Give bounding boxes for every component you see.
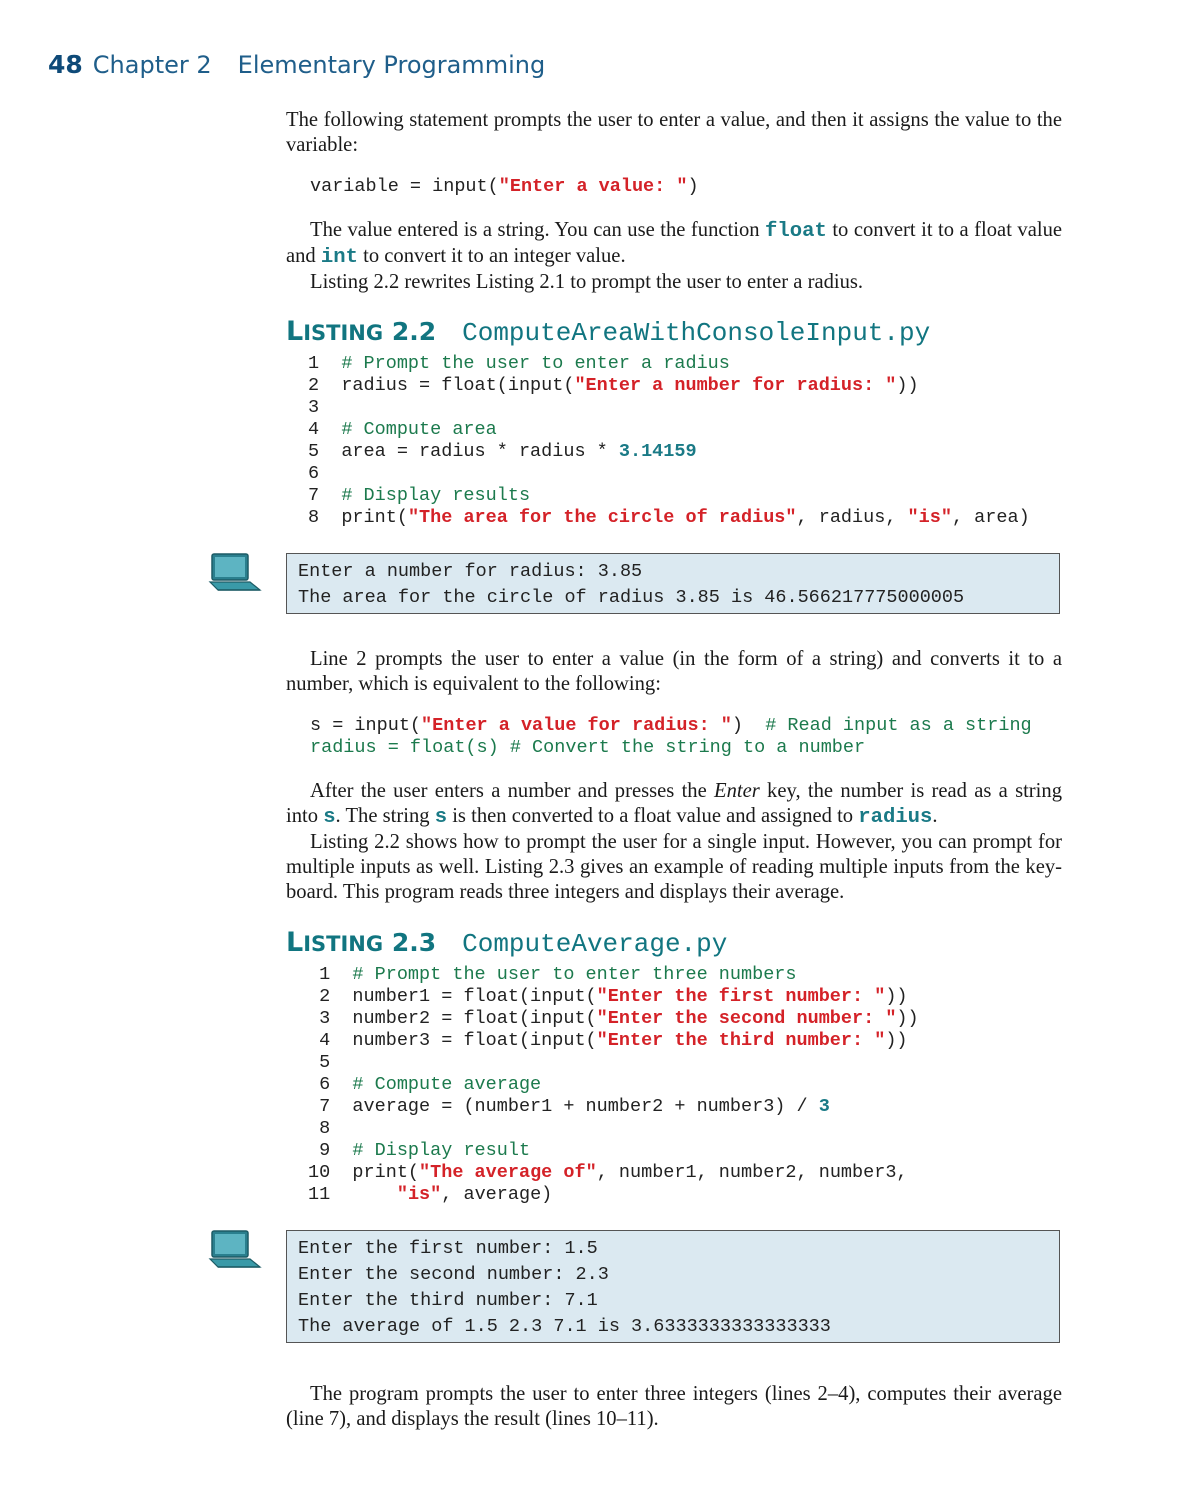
code-text [341, 463, 352, 484]
output-line: Enter a number for radius: 3.85 [298, 561, 643, 582]
line-number: 3 [308, 397, 320, 418]
code-comment: # Read input as a string [765, 715, 1032, 736]
code-text [352, 1184, 396, 1205]
code-string: "Enter a value for radius: " [421, 715, 732, 736]
code-line [308, 1118, 919, 1140]
paragraph-text: Listing 2.2 rewrites Listing 2.1 to prompt the user to enter a radius. [310, 271, 864, 293]
code-line [308, 964, 919, 986]
listing-label [286, 928, 436, 957]
listing-2-2-heading [286, 316, 930, 348]
code-line [308, 1096, 919, 1118]
code-text: variable = input( [310, 176, 499, 197]
code-text [341, 397, 352, 418]
paragraph-text [286, 218, 1062, 270]
code-text: radius = float(input( [341, 375, 575, 396]
code-text: , number1, number2, number3, [596, 1162, 908, 1183]
text-run: key, the number is read as a string into [286, 780, 1062, 827]
code-snippet-equivalent [310, 715, 1032, 759]
listing-label-initial: L [286, 927, 304, 958]
text-run: to convert it to a float value and [286, 219, 1063, 267]
paragraph-text: Line 2 prompts the user to enter a value (in the form of a string) and converts it to a number, which is equivalent to the following: [286, 648, 1062, 695]
code-gap [330, 1030, 352, 1051]
program-output-2-3 [286, 1230, 1060, 1343]
code-keyword-s: s [434, 806, 448, 829]
line-number: 6 [308, 463, 320, 484]
code-line [308, 1008, 919, 1030]
line-number: 8 [319, 1118, 331, 1139]
code-gap [319, 485, 341, 506]
code-text: )) [885, 1030, 908, 1051]
code-comment: # Prompt the user to enter three numbers [352, 964, 797, 985]
code-line [308, 1140, 919, 1162]
code-number: 3 [818, 1096, 830, 1117]
code-text: number3 = float(input( [352, 1030, 597, 1051]
code-text: ) [687, 176, 699, 197]
line-number: 7 [319, 1096, 331, 1117]
listing-filename: ComputeAverage.py [462, 929, 728, 959]
code-text: , radius, [796, 507, 908, 528]
code-gap [330, 1184, 352, 1205]
program-output-2-2 [286, 553, 1060, 614]
code-gap [319, 397, 341, 418]
code-comment: # Prompt the user to enter a radius [341, 353, 730, 374]
line-number: 10 [308, 1162, 331, 1183]
output-line: The area for the circle of radius 3.85 is 46.566217775000005 [298, 587, 965, 608]
text-emphasis: Enter [714, 780, 760, 802]
running-header [48, 50, 545, 79]
code-line [308, 375, 1030, 397]
code-gap [330, 1162, 352, 1183]
listing-filename: ComputeAreaWithConsoleInput.py [462, 318, 931, 348]
line-number: 1 [308, 353, 320, 374]
code-gap [330, 1074, 352, 1095]
code-gap [330, 964, 352, 985]
line-number: 9 [319, 1140, 331, 1161]
line-number: 1 [319, 964, 331, 985]
line-number: 7 [308, 485, 320, 506]
listing-label [286, 317, 436, 346]
code-line [308, 507, 1030, 529]
chapter-title: Elementary Programming [237, 51, 546, 79]
code-text: )) [896, 375, 919, 396]
paragraph-line2 [286, 647, 1062, 697]
paragraph-text: The program prompts the user to enter three integers (lines 2–4), computes their average (line 7), and displays the result (lines 10–11). [286, 1383, 1062, 1430]
code-text: s = input( [310, 715, 422, 736]
output-line: Enter the first number: 1.5 [298, 1238, 598, 1259]
code-text [352, 1118, 363, 1139]
listing-label-rest: ISTING [303, 932, 384, 956]
output-line: The average of 1.5 2.3 7.1 is 3.6333333333333333 [298, 1316, 831, 1337]
code-comment: # Display result [352, 1140, 531, 1161]
line-number: 3 [319, 1008, 331, 1029]
listing-2-3-code [308, 964, 919, 1206]
line-number: 4 [308, 419, 320, 440]
code-line [308, 353, 1030, 375]
code-string: "Enter a number for radius: " [574, 375, 897, 396]
paragraph-text: Listing 2.2 shows how to prompt the user for a single input. However, you can prompt for multiple inputs as well. Listing 2.3 gives an example of reading multiple inputs from the key-board. This program reads three integers and displays their average. [286, 831, 1062, 903]
code-line [308, 1162, 919, 1184]
code-gap [330, 1140, 352, 1161]
code-gap [330, 1118, 352, 1139]
code-string: "Enter the third number: " [596, 1030, 886, 1051]
code-string: "is" [907, 507, 952, 528]
code-snippet-input [310, 176, 699, 198]
code-number: 3.14159 [618, 441, 697, 462]
line-number: 4 [319, 1030, 331, 1051]
code-line [308, 1052, 919, 1074]
paragraph-enter-key [286, 779, 1062, 905]
code-line [308, 1074, 919, 1096]
text-run: to convert it to an integer value. [357, 245, 626, 267]
code-text: , average) [441, 1184, 553, 1205]
code-text: )) [896, 1008, 919, 1029]
code-string: "Enter the first number: " [596, 986, 886, 1007]
code-text: number1 = float(input( [352, 986, 597, 1007]
paragraph-intro [286, 108, 1062, 158]
code-text: , area) [951, 507, 1030, 528]
code-gap [319, 463, 341, 484]
code-line [308, 419, 1030, 441]
paragraph-summary [286, 1382, 1062, 1432]
code-comment: # Display results [341, 485, 531, 506]
line-number: 5 [319, 1052, 331, 1073]
line-number: 5 [308, 441, 320, 462]
code-text [352, 1052, 363, 1073]
page-number: 48 [48, 50, 83, 79]
code-string: "is" [396, 1184, 442, 1205]
code-line [308, 1184, 919, 1206]
code-comment: # Compute average [352, 1074, 542, 1095]
code-text: area = radius * radius * [341, 441, 619, 462]
code-text: )) [885, 986, 908, 1007]
listing-number: 2.2 [391, 317, 437, 346]
code-gap [330, 1096, 352, 1117]
paragraph-conversion [286, 218, 1062, 295]
text-run: is then converted to a float value and assigned to [447, 805, 859, 827]
code-text: print( [352, 1162, 420, 1183]
code-line [308, 463, 1030, 485]
code-text: print( [341, 507, 408, 528]
text-run: After the user enters a number and presses the [310, 780, 715, 802]
listing-2-3-heading [286, 927, 727, 959]
text-run: . [932, 805, 938, 827]
code-gap [330, 1052, 352, 1073]
code-string: "The average of" [419, 1162, 597, 1183]
line-number: 8 [308, 507, 320, 528]
laptop-icon [208, 1229, 262, 1271]
text-run: The value entered is a string. You can use the function [310, 219, 766, 241]
listing-2-2-code [308, 353, 1030, 529]
paragraph-text [286, 779, 1062, 830]
output-line: Enter the second number: 2.3 [298, 1264, 609, 1285]
line-number: 2 [319, 986, 331, 1007]
code-keyword-int: int [320, 246, 358, 269]
code-keyword-radius: radius [858, 806, 933, 829]
code-line [308, 441, 1030, 463]
code-comment: # Convert the string to a number [509, 737, 866, 758]
code-gap [319, 375, 341, 396]
listing-label-initial: L [286, 316, 304, 347]
code-string: "The area for the circle of radius" [407, 507, 797, 528]
code-gap [330, 986, 352, 1007]
line-number: 2 [308, 375, 320, 396]
code-text: radius = float(s) [310, 737, 510, 758]
code-gap [319, 507, 341, 528]
code-comment: # Compute area [341, 419, 497, 440]
laptop-icon [208, 552, 262, 594]
code-line [308, 1030, 919, 1052]
code-line [308, 986, 919, 1008]
code-line [308, 485, 1030, 507]
text-run: . The string [335, 805, 435, 827]
line-number: 6 [319, 1074, 331, 1095]
code-gap [319, 419, 341, 440]
code-string: "Enter the second number: " [596, 1008, 897, 1029]
listing-number: 2.3 [391, 928, 437, 957]
line-number: 11 [308, 1184, 331, 1205]
code-keyword-float: float [765, 220, 827, 243]
code-text: number2 = float(input( [352, 1008, 597, 1029]
paragraph-text: The following statement prompts the user to enter a value, and then it assigns the value to the variable: [286, 109, 1062, 156]
chapter-label: Chapter 2 [92, 51, 212, 79]
code-keyword-s: s [323, 806, 336, 829]
output-line: Enter the third number: 7.1 [298, 1290, 598, 1311]
code-line [308, 397, 1030, 419]
code-gap [330, 1008, 352, 1029]
code-gap [319, 441, 341, 462]
code-string: "Enter a value: " [498, 176, 688, 197]
code-text: average = (number1 + number2 + number3) / [352, 1096, 819, 1117]
code-text: ) [731, 715, 766, 736]
code-gap [319, 353, 341, 374]
listing-label-rest: ISTING [303, 321, 384, 345]
